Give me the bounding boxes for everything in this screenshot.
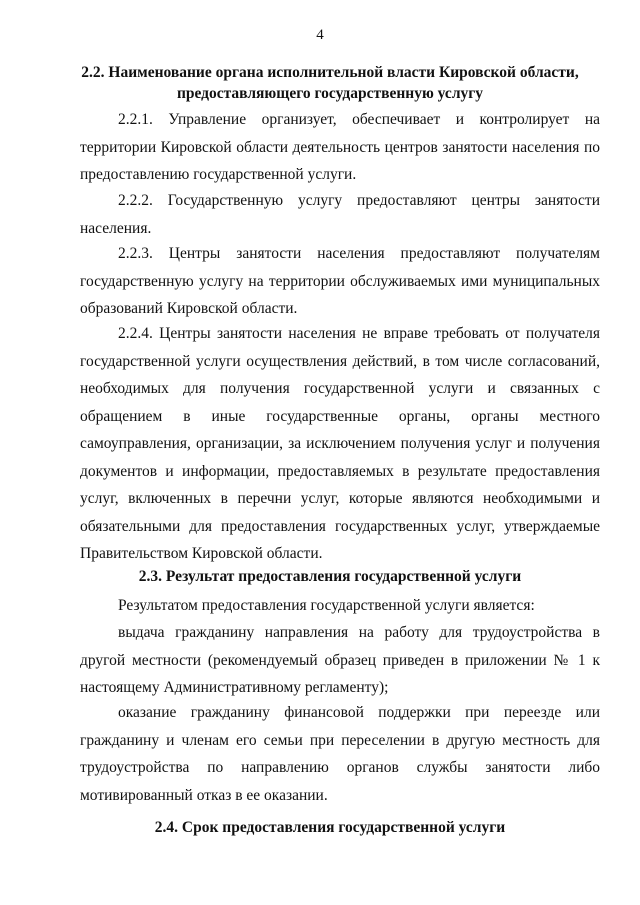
section-2-2-heading-line2: предоставляющего государственную услугу	[176, 85, 484, 102]
section-2-4-heading: 2.4. Срок предоставления государственной услуги	[154, 819, 506, 836]
section-2-3-heading: 2.3. Результат предоставления государственной услуги	[138, 568, 522, 585]
paragraph-2-3-item2: оказание гражданину финансовой поддержки при переезде или гражданину и членам его семьи при переселении в другую местность для трудоустройства по направлению органов службы занятости либо мотивированный отказ в ее оказании.	[80, 704, 600, 804]
paragraph-2-2-4: 2.2.4. Центры занятости населения не вправе требовать от получателя государственной услуги осуществления действий, в том числе согласований, необходимых для получения государственной услуги и связанных с обращением в иные государственные органы, органы местного самоуправления, организации, за исключением получения услуг и получения документов и информации, предоставляемых в результате предоставления услуг, включенных в перечни услуг, которые являются необходимыми и обязательными для предоставления государственных услуг, утверждаемые Правительством Кировской области.	[80, 325, 600, 562]
paragraph-2-3-item1: выдача гражданину направления на работу для трудоустройства в другой местности (рекомендуемый образец приведен в приложении № 1 к настоящему Административному регламенту);	[80, 624, 600, 696]
section-2-2-heading	[60, 62, 600, 104]
section-2-2-heading-line1: 2.2. Наименование органа исполнительной власти Кировской области,	[81, 64, 579, 81]
paragraph-2-2-2: 2.2.2. Государственную услугу предоставляют центры занятости населения.	[80, 192, 600, 237]
paragraph-2-2-3: 2.2.3. Центры занятости населения предоставляют получателям государственную услугу на территории обслуживаемых ими муниципальных образований Кировской области.	[80, 245, 600, 317]
paragraph-2-3-intro: Результатом предоставления государственной услуги является:	[118, 597, 535, 614]
paragraph-2-2-1: 2.2.1. Управление организует, обеспечивает и контролирует на территории Кировской области деятельность центров занятости населения по предоставлению государственной услуги.	[80, 111, 600, 183]
page-number: 4	[316, 27, 324, 43]
